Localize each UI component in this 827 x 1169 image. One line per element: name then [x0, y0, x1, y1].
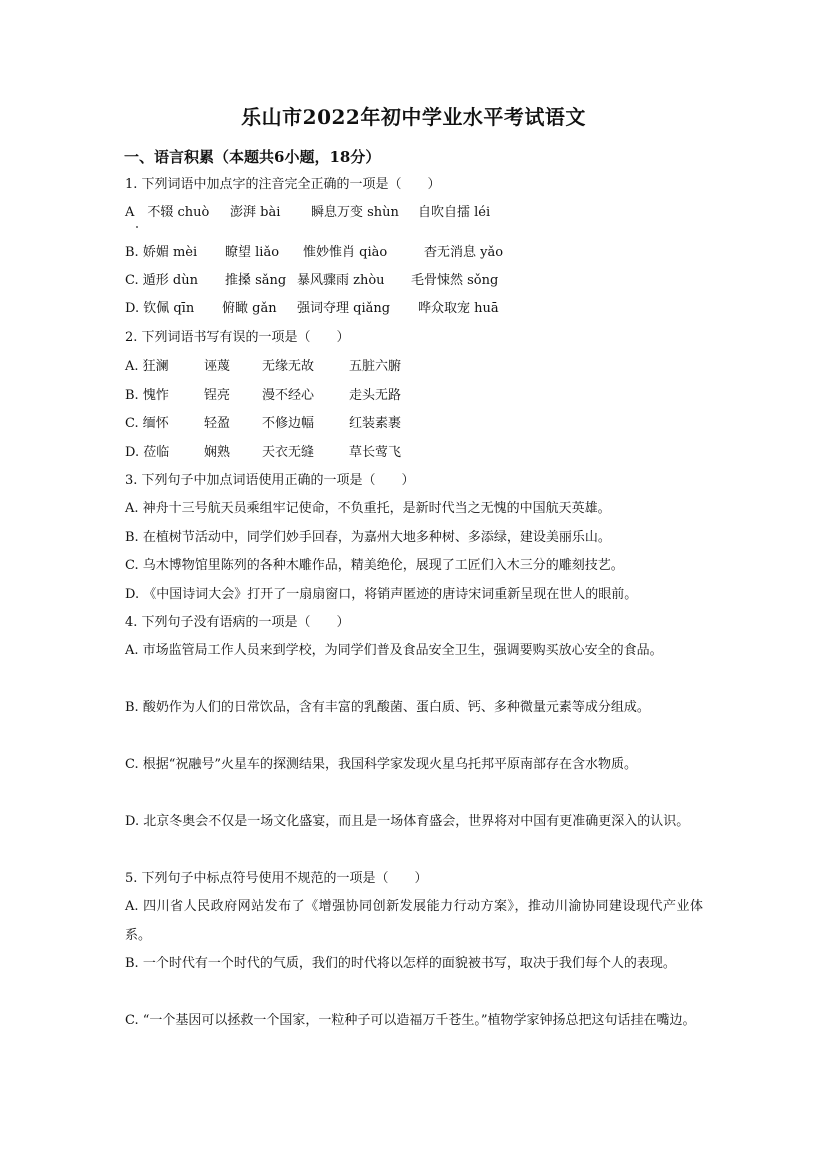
q5-option-a[interactable]: A. 四川省人民政府网站发布了《增强协同创新发展能力行动方案》，推动川渝协同建设现代产业体系。 — [125, 899, 703, 943]
q2-a-word-2: 诬蔑 — [204, 359, 231, 374]
q2-b-word-4: 走头无路 — [349, 388, 402, 403]
q2-c-word-4: 红装素裹 — [349, 416, 402, 431]
q5-option-b[interactable]: B. 一个时代有一个时代的气质，我们的时代将以怎样的面貌被书写，取决于我们每个人的表现。 — [125, 956, 676, 971]
q1-stem: 1. 下列词语中加点字的注音完全正确的一项是（ ） — [125, 177, 441, 192]
q2-b-word-3: 漫不经心 — [262, 388, 315, 403]
q3-option-c[interactable]: C. 乌木博物馆里陈列的各种木雕作品，精美绝伦，展现了工匠们入木三分的雕刻技艺。 — [125, 558, 624, 573]
q1-b-word-3: 惟妙惟肖 qiào — [303, 245, 388, 260]
q1-a-word-2: 澎湃 bài — [230, 205, 281, 220]
q1-c-word-1: C. 遁形 dùn — [125, 273, 198, 288]
q1-c-word-4: 毛骨悚然 sǒng — [411, 273, 499, 288]
q1-a-word-4: 自吹自擂 léi — [418, 205, 491, 220]
q4-option-a[interactable]: A. 市场监管局工作人员来到学校，为同学们普及食品安全卫生，强调要购买放心安全的食品。 — [125, 643, 663, 658]
q3-option-b[interactable]: B. 在植树节活动中，同学们妙手回春，为嘉州大地多种树、多添绿，建设美丽乐山。 — [125, 530, 611, 545]
q2-d-word-1: D. 莅临 — [125, 445, 170, 460]
q2-b-word-1: B. 愧怍 — [125, 388, 169, 403]
q1-c-word-2: 推搡 sǎng — [225, 273, 287, 288]
q2-a-word-1: A. 狂澜 — [125, 359, 169, 374]
q2-stem: 2. 下列词语书写有误的一项是（ ） — [125, 330, 350, 345]
q3-option-a[interactable]: A. 神舟十三号航天员乘组牢记使命，不负重托，是新时代当之无愧的中国航天英雄。 — [125, 501, 611, 516]
q2-d-word-3: 天衣无缝 — [262, 445, 315, 460]
q1-b-word-4: 杳无消息 yǎo — [424, 245, 504, 260]
q2-d-word-2: 娴熟 — [204, 445, 231, 460]
q2-c-word-1: C. 缅怀 — [125, 416, 169, 431]
q4-option-c[interactable]: C. 根据“祝融号”火星车的探测结果，我国科学家发现火星乌托邦平原南部存在含水物质。 — [125, 757, 638, 772]
q3-option-d[interactable]: D. 《中国诗词大会》打开了一扇扇窗口，将销声匿迹的唐诗宋词重新呈现在世人的眼前。 — [125, 587, 638, 602]
page-title: 乐山市2022年初中学业水平考试语文 — [241, 105, 586, 129]
emphasis-dot — [136, 226, 138, 228]
q2-d-word-4: 草长莺飞 — [349, 445, 402, 460]
q1-c-word-3: 暴风骤雨 zhòu — [297, 273, 385, 288]
q5-option-c[interactable]: C. “一个基因可以拯救一个国家，一粒种子可以造福万千苍生。”植物学家钟扬总把这句话挂在嘴边。 — [125, 1013, 696, 1028]
q1-d-word-1: D. 钦佩 qīn — [125, 301, 195, 316]
q1-a-word-3: 瞬息万变 shùn — [311, 205, 399, 220]
q1-b-word-2: 瞭望 liǎo — [225, 245, 280, 260]
q1-d-word-4: 哗众取宠 huā — [418, 301, 499, 316]
section-heading: 一、语言积累（本题共6小题，18分） — [124, 148, 381, 166]
q2-b-word-2: 锃亮 — [204, 388, 231, 403]
q5-stem: 5. 下列句子中标点符号使用不规范的一项是（ ） — [125, 871, 428, 886]
q4-option-d[interactable]: D. 北京冬奥会不仅是一场文化盛宴，而且是一场体育盛会，世界将对中国有更准确更深入的认识。 — [125, 814, 690, 829]
q2-c-word-3: 不修边幅 — [262, 416, 315, 431]
q1-d-word-3: 强词夺理 qiǎng — [297, 301, 391, 316]
q4-stem: 4. 下列句子没有语病的一项是（ ） — [125, 615, 350, 630]
q2-a-word-3: 无缘无故 — [262, 359, 315, 374]
q1-a-word-1: A 不辍 chuò — [125, 205, 210, 220]
q2-a-word-4: 五脏六腑 — [349, 359, 402, 374]
q3-stem: 3. 下列句子中加点词语使用正确的一项是（ ） — [125, 473, 415, 488]
q1-d-word-2: 俯瞰 gǎn — [222, 301, 277, 316]
q4-option-b[interactable]: B. 酸奶作为人们的日常饮品，含有丰富的乳酸菌、蛋白质、钙、多种微量元素等成分组成。 — [125, 700, 650, 715]
q1-b-word-1: B. 娇媚 mèi — [125, 245, 198, 260]
q2-c-word-2: 轻盈 — [204, 416, 231, 431]
